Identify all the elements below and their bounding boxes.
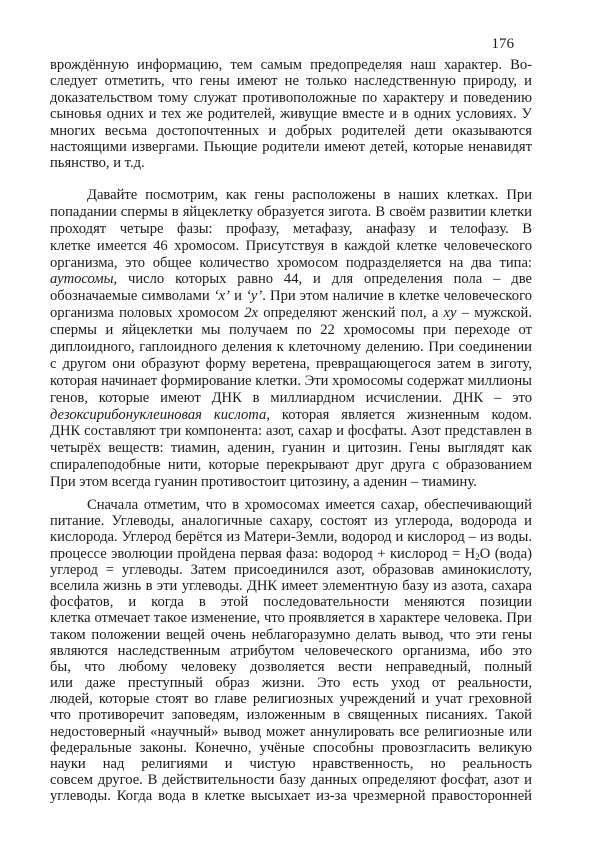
text-line: людей, которые стоят во главе религиозных учреждений и учат греховной [50,691,532,708]
text-line: спиралеподобные нити, которые перекрывают друг друга с образованием [50,457,532,474]
text-line: спермы и яйцеклетки мы получаем по 22 хромосомы при переходе от [50,322,532,339]
text-line: врождённую информацию, тем самым предопределяя наш характер. Во- [50,57,532,73]
text-line: При этом всегда гуанин противостоит цитозину, а аденин – тиамину. [50,474,477,491]
text-line: доказательством тому служат противоположные по характеру и поведению [50,89,532,106]
page-number: 176 [491,36,514,52]
text-line: питание. Углеводы, аналогичные сахару, состоят из углерода, водорода и [50,513,532,530]
text-line: процессе эволюции пройдена первая фаза: водород + кислород = $H_2O$ (вода) [50,545,532,562]
text-line: Давайте посмотрим, как гены расположены в наших клетках. При [87,187,532,203]
text-line: углеводы. Когда вода в клетке высыхает из-за чрезмерной правосторонней [50,788,532,805]
text-line: фосфатов, и когда в этой последовательности меняются позиции [50,594,532,611]
italic-term: ‘y’ [246,288,263,305]
text-line: которая начинает формирование клетки. Эти хромосомы содержат миллионы [50,372,532,389]
text-line: аутосомы, число которых равно 44, и для определения пола – две [50,271,532,288]
text-line: клетке имеется 46 хромосом. Присутствуя в каждой клетке человеческого [50,237,532,254]
text-line: четырёх веществ: тиамин, аденин, гуанин и цитозин. Гены выглядят как [50,440,532,457]
subscript: 2 [475,551,480,562]
text-line: сыновья одних и тех же родителей, живущие вместе и в одних условиях. У [50,106,532,123]
italic-term: дезоксирибонуклеиновая кислота [50,406,267,423]
text-line: кислорода. Углерод берётся из Матери-Земли, водород и кислород – из воды. [50,529,532,546]
text-line: ДНК составляют три компонента: азот, сахар и фосфаты. Азот представлен в [50,423,532,440]
text-line: углерод = углеводы. Затем присоединился азот, образовав аминокислоту, [50,561,532,578]
paragraph-3 [50,497,532,805]
text-line: клетка отмечает такое изменение, что проявляется в характере человека. При [50,610,532,627]
paragraph-1 [50,57,532,172]
text-line: являются наследственным атрибутом человеческого организма, ибо это [50,642,532,659]
text-line: с другом они образуют форму веретена, превращающегося затем в зиготу, [50,355,532,372]
text-line: организма половых хромосом 2x определяют женский пол, а xy – мужской. [50,305,532,322]
text-line: следует отметить, что гены имеют не только наследственную природу, и [50,73,532,90]
text-line: или даже преступный образ жизни. Это есть уход от реальности, [50,675,532,692]
italic-term: ‘x’ [213,288,230,305]
text-line: вселила жизнь в эти углеводы. ДНК имеет элементную базу из азота, сахара [50,577,532,594]
text-line: генов, которые имеют ДНК в миллиардном исчислении. ДНК – это [50,389,532,406]
text-line: попадании спермы в яйцеклетку образуется зигота. В своём развитии клетки [50,203,532,220]
text-line: недостоверный «научный» вывод может аннулировать все религиозные или [50,723,532,740]
text-line: таком положении вещей очень неблагоразумно делать вывод, что эти гены [50,626,532,643]
text-line: многих весьма достопочтенных и добрых родителей дети оказываются [50,122,532,139]
text-line: совсем другое. В действительности базу данных определяют фосфат, азот и [50,772,532,789]
italic-term: 2x [244,305,259,322]
text-line: проходят четыре фазы: профазу, метафазу, анафазу и телофазу. В [50,220,532,237]
text-line: что противоречит заповедям, изложенным в священных писаниях. Такой [50,707,532,724]
text-line: федеральные законы. Конечно, учёные способны провозгласить великую [50,739,532,756]
italic-term: xy [443,305,457,322]
text-line: науки над религиями и чистую нравственность, но реальность [50,756,532,772]
text-line: Сначала отметим, что в хромосомах имеется сахар, обеспечивающий [87,497,532,513]
text-line: дезоксирибонуклеиновая кислота, которая является жизненным кодом. [50,406,532,423]
text-line: настоящими извергами. Пьющие родители имеют детей, которые ненавидят [50,138,532,155]
text-line: обозначаемые символами ‘x’ и ‘y’. При этом наличие в клетке человеческого [50,288,532,305]
text-line: пьянство, и т.д. [50,155,145,172]
text-line: диплоидного, гаплоидного деления к клеточному делению. При соединении [50,339,532,356]
paragraph-2 [50,187,532,491]
italic-term: аутосомы [50,271,114,288]
text-line: организма, это общее количество хромосом подразделяется на два типа: [50,254,532,271]
text-line: бы, что любому человеку дозволяется вести неправедный, полный [50,658,532,675]
